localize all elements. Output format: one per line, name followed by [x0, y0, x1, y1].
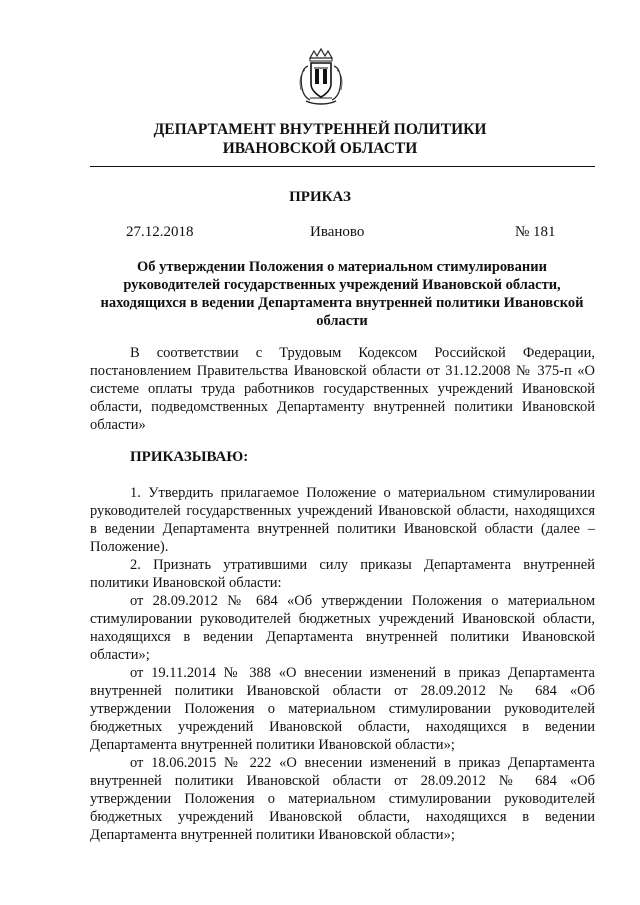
preamble-paragraph: В соответствии с Трудовым Кодексом Российской Федерации, постановлением Правительства Ивановской области от 31.12.2008 № 375-п «О системе оплаты труда работников государственных учреждений Ивановской области, подведомственных Департаменту внутренней политики Ивановской области»: [90, 345, 595, 433]
document-place: Иваново: [310, 224, 365, 240]
organization-name-line2: ИВАНОВСКОЙ ОБЛАСТИ: [222, 140, 418, 157]
order-heading: ПРИКАЗЫВАЮ:: [130, 449, 249, 465]
document-subject: Об утверждении Положения о материальном стимулировании руководителей государственных учреждений Ивановской области, находящихся в ведении Департамента внутренней политики Ивановской области: [100, 259, 584, 329]
repealed-order-2: от 19.11.2014 № 388 «О внесении изменений в приказ Департамента внутренней политики Ивановской области от 28.09.2012 № 684 «Об утверждении Положения о материальном стимулировании руководителей бюджетных учреждений Ивановской области, находящихся в ведении Департамента внутренней политики Ивановской области»;: [90, 665, 595, 753]
order-item-2: 2. Признать утратившими силу приказы Департамента внутренней политики Ивановской области:: [90, 557, 595, 591]
header-divider: [90, 166, 595, 167]
ivanovo-oblast-coat-of-arms-icon: [296, 48, 346, 106]
document-number: № 181: [515, 224, 556, 240]
document-type: ПРИКАЗ: [289, 189, 351, 205]
repealed-order-1: от 28.09.2012 № 684 «Об утверждении Положения о материальном стимулировании руководителей бюджетных учреждений Ивановской области, находящихся в ведении Департамента внутренней политики Ивановской области»;: [90, 593, 595, 663]
organization-name-line1: ДЕПАРТАМЕНТ ВНУТРЕННЕЙ ПОЛИТИКИ: [153, 121, 487, 138]
order-item-1: 1. Утвердить прилагаемое Положение о материальном стимулировании руководителей государственных учреждений Ивановской области, находящихся в ведении Департамента внутренней политики Ивановской области (далее – Положение).: [90, 485, 595, 555]
repealed-order-3: от 18.06.2015 № 222 «О внесении изменений в приказ Департамента внутренней политики Ивановской области от 28.09.2012 № 684 «Об утверждении Положения о материальном стимулировании руководителей бюджетных учреждений Ивановской области, находящихся в ведении Департамента внутренней политики Ивановской области»;: [90, 755, 595, 843]
document-date: 27.12.2018: [126, 224, 194, 240]
